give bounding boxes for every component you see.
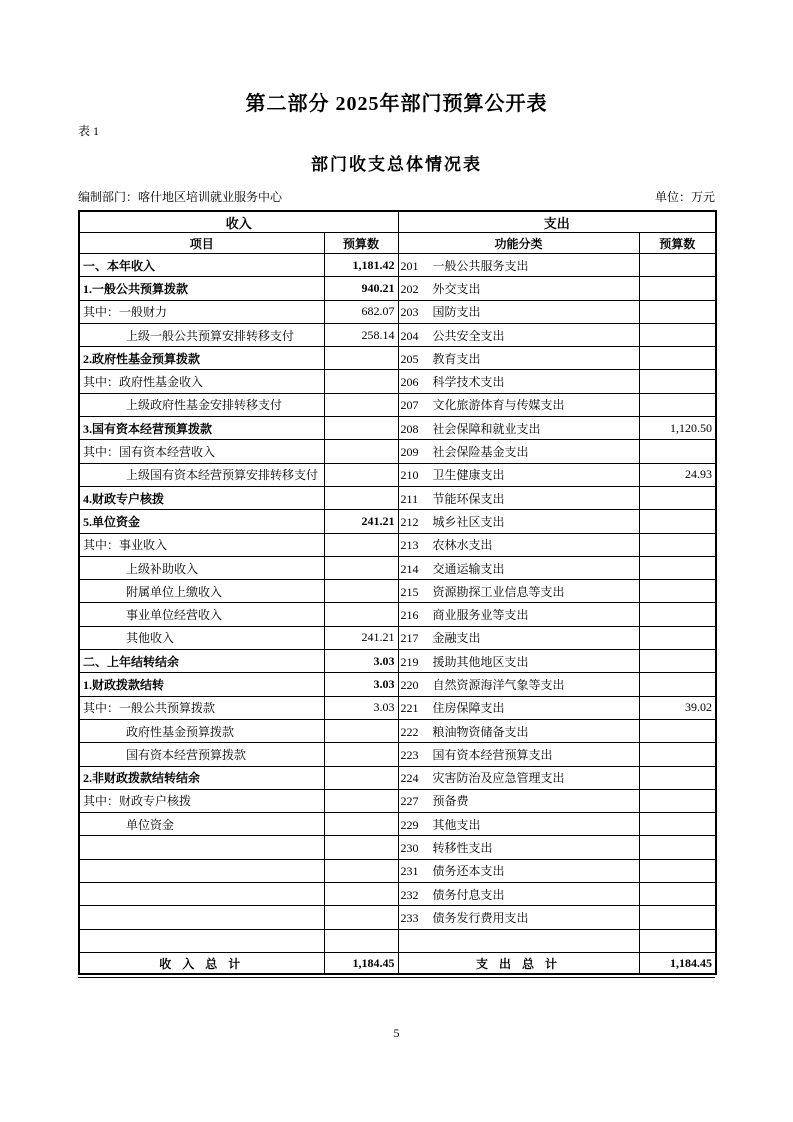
income-item-cell — [79, 929, 324, 952]
income-value-cell: 241.21 — [324, 510, 398, 533]
function-name: 转移性支出 — [432, 841, 493, 856]
income-item-cell: 单位资金 — [79, 813, 324, 836]
income-item-cell: 其中：事业收入 — [79, 533, 324, 556]
expense-category-cell — [398, 626, 639, 649]
table-row — [79, 743, 716, 766]
income-value-cell: 258.14 — [324, 323, 398, 346]
table-row — [79, 673, 716, 696]
table-row — [79, 650, 716, 673]
income-value-cell — [324, 603, 398, 626]
function-name: 公共安全支出 — [432, 328, 505, 343]
function-code: 221 — [400, 701, 419, 716]
income-item-cell: 附属单位上缴收入 — [79, 580, 324, 603]
income-value-cell — [324, 929, 398, 952]
table-row — [79, 859, 716, 882]
expense-value-cell — [639, 486, 716, 509]
column-header-function: 功能分类 — [398, 233, 639, 254]
table-row — [79, 556, 716, 579]
income-item-cell: 3.国有资本经营预算拨款 — [79, 417, 324, 440]
table-row — [79, 533, 716, 556]
income-value-cell — [324, 789, 398, 812]
expense-value-cell — [639, 254, 716, 277]
expense-category-cell — [398, 789, 639, 812]
expense-value-cell — [639, 929, 716, 952]
income-item-cell: 2.政府性基金预算拨款 — [79, 347, 324, 370]
expense-category-cell — [398, 766, 639, 789]
table-row — [79, 883, 716, 906]
expense-category-cell — [398, 696, 639, 719]
expense-value-cell — [639, 813, 716, 836]
income-item-cell: 上级国有资本经营预算安排转移支付 — [79, 463, 324, 486]
function-code: 201 — [400, 258, 419, 273]
income-value-cell — [324, 556, 398, 579]
function-code: 224 — [400, 771, 419, 786]
income-value-cell — [324, 766, 398, 789]
expense-value-cell — [639, 603, 716, 626]
function-code: 210 — [400, 468, 419, 483]
function-code: 213 — [400, 538, 419, 553]
function-code: 231 — [400, 864, 419, 879]
income-item-cell: 其中：一般财力 — [79, 300, 324, 323]
expense-value-cell — [639, 626, 716, 649]
income-item-cell: 上级补助收入 — [79, 556, 324, 579]
income-item-cell: 政府性基金预算拨款 — [79, 719, 324, 742]
income-value-cell — [324, 463, 398, 486]
income-value-cell: 3.03 — [324, 696, 398, 719]
expense-value-cell — [639, 533, 716, 556]
expense-value-cell — [639, 510, 716, 533]
table-row — [79, 440, 716, 463]
function-code: 206 — [400, 375, 419, 390]
expense-value-cell — [639, 650, 716, 673]
expense-value-cell — [639, 906, 716, 929]
function-name: 教育支出 — [432, 351, 481, 366]
function-code: 212 — [400, 514, 419, 529]
income-value-cell — [324, 417, 398, 440]
income-item-cell: 国有资本经营预算拨款 — [79, 743, 324, 766]
function-code: 211 — [400, 491, 419, 506]
expense-category-cell — [398, 603, 639, 626]
expense-category-cell — [398, 347, 639, 370]
income-value-cell: 682.07 — [324, 300, 398, 323]
budget-table-body — [79, 254, 716, 953]
function-name: 金融支出 — [432, 631, 481, 646]
totals-row — [79, 952, 716, 974]
function-name: 国防支出 — [432, 305, 481, 320]
expense-value-cell — [639, 323, 716, 346]
income-value-cell — [324, 347, 398, 370]
income-item-cell — [79, 906, 324, 929]
income-item-cell: 5.单位资金 — [79, 510, 324, 533]
income-value-cell: 3.03 — [324, 673, 398, 696]
expense-value-cell — [639, 277, 716, 300]
function-name: 城乡社区支出 — [432, 514, 505, 529]
table-row — [79, 766, 716, 789]
function-code: 217 — [400, 631, 419, 646]
function-name: 资源勘探工业信息等支出 — [432, 584, 565, 599]
unit-label: 单位：万元 — [654, 190, 715, 204]
function-code: 230 — [400, 841, 419, 856]
income-item-cell: 其中：财政专户核拨 — [79, 789, 324, 812]
expense-category-cell — [398, 859, 639, 882]
income-item-cell: 1.一般公共预算拨款 — [79, 277, 324, 300]
expense-category-cell — [398, 254, 639, 277]
table-row — [79, 510, 716, 533]
income-item-cell — [79, 836, 324, 859]
income-value-cell: 1,181.42 — [324, 254, 398, 277]
table-row — [79, 277, 716, 300]
expense-category-cell — [398, 556, 639, 579]
table-row — [79, 323, 716, 346]
income-value-cell — [324, 906, 398, 929]
table-row — [79, 929, 716, 952]
table-row — [79, 813, 716, 836]
expense-category-cell — [398, 300, 639, 323]
income-value-cell — [324, 743, 398, 766]
table-row — [79, 370, 716, 393]
expense-category-cell — [398, 510, 639, 533]
function-name: 一般公共服务支出 — [432, 258, 529, 273]
expense-value-cell — [639, 580, 716, 603]
table-bottom-rule — [78, 975, 715, 978]
function-name: 交通运输支出 — [432, 561, 505, 576]
column-header-budget-expense: 预算数 — [639, 233, 716, 254]
income-value-cell — [324, 859, 398, 882]
expense-category-cell — [398, 836, 639, 859]
income-total-label: 收 入 总 计 — [79, 952, 324, 974]
income-item-cell: 4.财政专户核拨 — [79, 486, 324, 509]
table-row — [79, 603, 716, 626]
function-name: 援助其他地区支出 — [432, 654, 529, 669]
income-value-cell — [324, 533, 398, 556]
budget-table-wrap — [78, 210, 715, 978]
income-value-cell — [324, 486, 398, 509]
income-value-cell — [324, 813, 398, 836]
function-name: 社会保障和就业支出 — [432, 421, 541, 436]
expense-category-cell — [398, 650, 639, 673]
function-code: 214 — [400, 561, 419, 576]
income-item-cell: 其中：一般公共预算拨款 — [79, 696, 324, 719]
function-name: 卫生健康支出 — [432, 468, 505, 483]
expense-category-cell — [398, 813, 639, 836]
expense-total-label: 支 出 总 计 — [398, 952, 639, 974]
function-name: 社会保险基金支出 — [432, 445, 529, 460]
expense-category-cell — [398, 370, 639, 393]
income-item-cell: 其中：政府性基金收入 — [79, 370, 324, 393]
expense-category-cell — [398, 417, 639, 440]
income-value-cell — [324, 580, 398, 603]
expense-category-cell — [398, 883, 639, 906]
function-code: 205 — [400, 351, 419, 366]
function-name: 农林水支出 — [432, 538, 493, 553]
expense-category-cell — [398, 673, 639, 696]
expense-value-cell — [639, 719, 716, 742]
income-item-cell: 一、本年收入 — [79, 254, 324, 277]
function-name: 住房保障支出 — [432, 701, 505, 716]
expense-category-cell — [398, 393, 639, 416]
income-value-cell — [324, 393, 398, 416]
column-header-row — [79, 233, 716, 254]
expense-value-cell — [639, 743, 716, 766]
function-name: 文化旅游体育与传媒支出 — [432, 398, 565, 413]
income-value-cell: 940.21 — [324, 277, 398, 300]
expense-category-cell — [398, 533, 639, 556]
income-value-cell: 241.21 — [324, 626, 398, 649]
expense-value-cell — [639, 766, 716, 789]
expense-category-cell — [398, 929, 639, 952]
income-item-cell: 其中：国有资本经营收入 — [79, 440, 324, 463]
expense-value-cell — [639, 836, 716, 859]
income-item-cell: 上级一般公共预算安排转移支付 — [79, 323, 324, 346]
function-name: 国有资本经营预算支出 — [432, 747, 553, 762]
function-code: 202 — [400, 281, 419, 296]
table-row — [79, 300, 716, 323]
expense-value-cell — [639, 347, 716, 370]
expense-category-cell — [398, 906, 639, 929]
expense-value-cell: 1,120.50 — [639, 417, 716, 440]
function-code: 227 — [400, 794, 419, 809]
table-row — [79, 347, 716, 370]
income-value-cell — [324, 883, 398, 906]
income-item-cell: 二、上年结转结余 — [79, 650, 324, 673]
table-row — [79, 719, 716, 742]
table-row — [79, 626, 716, 649]
function-name: 粮油物资储备支出 — [432, 724, 529, 739]
function-name: 商业服务业等支出 — [432, 608, 529, 623]
function-code: 232 — [400, 887, 419, 902]
budget-table — [78, 210, 717, 975]
function-code: 233 — [400, 910, 419, 925]
function-name: 节能环保支出 — [432, 491, 505, 506]
page-number: 5 — [393, 1026, 400, 1040]
income-value-cell: 3.03 — [324, 650, 398, 673]
prepared-by-label: 编制部门：喀什地区培训就业服务中心 — [78, 190, 283, 204]
expense-category-cell — [398, 486, 639, 509]
expense-value-cell — [639, 859, 716, 882]
income-value-cell — [324, 370, 398, 393]
table-row — [79, 906, 716, 929]
expense-value-cell: 39.02 — [639, 696, 716, 719]
function-name: 自然资源海洋气象等支出 — [432, 677, 565, 692]
expense-category-cell — [398, 323, 639, 346]
function-code: 216 — [400, 608, 419, 623]
column-header-budget-income: 预算数 — [324, 233, 398, 254]
expense-category-cell — [398, 277, 639, 300]
income-section-header: 收入 — [79, 211, 398, 233]
column-header-item: 项目 — [79, 233, 324, 254]
income-value-cell — [324, 836, 398, 859]
income-item-cell: 1.财政拨款结转 — [79, 673, 324, 696]
expense-value-cell — [639, 370, 716, 393]
function-name: 灾害防治及应急管理支出 — [432, 771, 565, 786]
income-value-cell — [324, 440, 398, 463]
function-name: 债务发行费用支出 — [432, 910, 529, 925]
income-item-cell: 其他收入 — [79, 626, 324, 649]
function-name: 科学技术支出 — [432, 375, 505, 390]
income-item-cell — [79, 883, 324, 906]
expense-category-cell — [398, 440, 639, 463]
function-code: 209 — [400, 445, 419, 460]
expense-value-cell — [639, 393, 716, 416]
expense-value-cell — [639, 300, 716, 323]
function-name: 预备费 — [432, 794, 469, 809]
income-item-cell: 2.非财政拨款结转结余 — [79, 766, 324, 789]
table-row — [79, 393, 716, 416]
function-name: 债务付息支出 — [432, 887, 505, 902]
expense-value-cell — [639, 556, 716, 579]
function-code: 215 — [400, 584, 419, 599]
function-code: 223 — [400, 747, 419, 762]
expense-value-cell — [639, 883, 716, 906]
table-row — [79, 254, 716, 277]
function-code: 219 — [400, 654, 419, 669]
function-code: 207 — [400, 398, 419, 413]
table-row — [79, 696, 716, 719]
income-value-cell — [324, 719, 398, 742]
table-row — [79, 836, 716, 859]
function-code: 222 — [400, 724, 419, 739]
table-meta-row — [78, 188, 715, 205]
table-row — [79, 580, 716, 603]
expense-section-header: 支出 — [398, 211, 716, 233]
table-row — [79, 463, 716, 486]
income-total-value: 1,184.45 — [324, 952, 398, 974]
expense-total-value: 1,184.45 — [639, 952, 716, 974]
function-name: 其他支出 — [432, 817, 481, 832]
expense-value-cell — [639, 673, 716, 696]
section-header-row — [79, 211, 716, 233]
document-title: 第二部分 2025年部门预算公开表 — [245, 93, 548, 115]
table-label: 表 1 — [78, 124, 100, 138]
function-code: 203 — [400, 305, 419, 320]
function-name: 债务还本支出 — [432, 864, 505, 879]
function-name: 外交支出 — [432, 281, 481, 296]
expense-value-cell — [639, 440, 716, 463]
function-code: 229 — [400, 817, 419, 832]
table-row — [79, 789, 716, 812]
expense-category-cell — [398, 463, 639, 486]
function-code: 220 — [400, 677, 419, 692]
income-item-cell: 上级政府性基金安排转移支付 — [79, 393, 324, 416]
income-item-cell: 事业单位经营收入 — [79, 603, 324, 626]
expense-category-cell — [398, 719, 639, 742]
expense-category-cell — [398, 743, 639, 766]
table-title: 部门收支总体情况表 — [311, 155, 482, 174]
function-code: 208 — [400, 421, 419, 436]
table-row — [79, 486, 716, 509]
expense-category-cell — [398, 580, 639, 603]
expense-value-cell: 24.93 — [639, 463, 716, 486]
income-item-cell — [79, 859, 324, 882]
expense-value-cell — [639, 789, 716, 812]
function-code: 204 — [400, 328, 419, 343]
table-row — [79, 417, 716, 440]
